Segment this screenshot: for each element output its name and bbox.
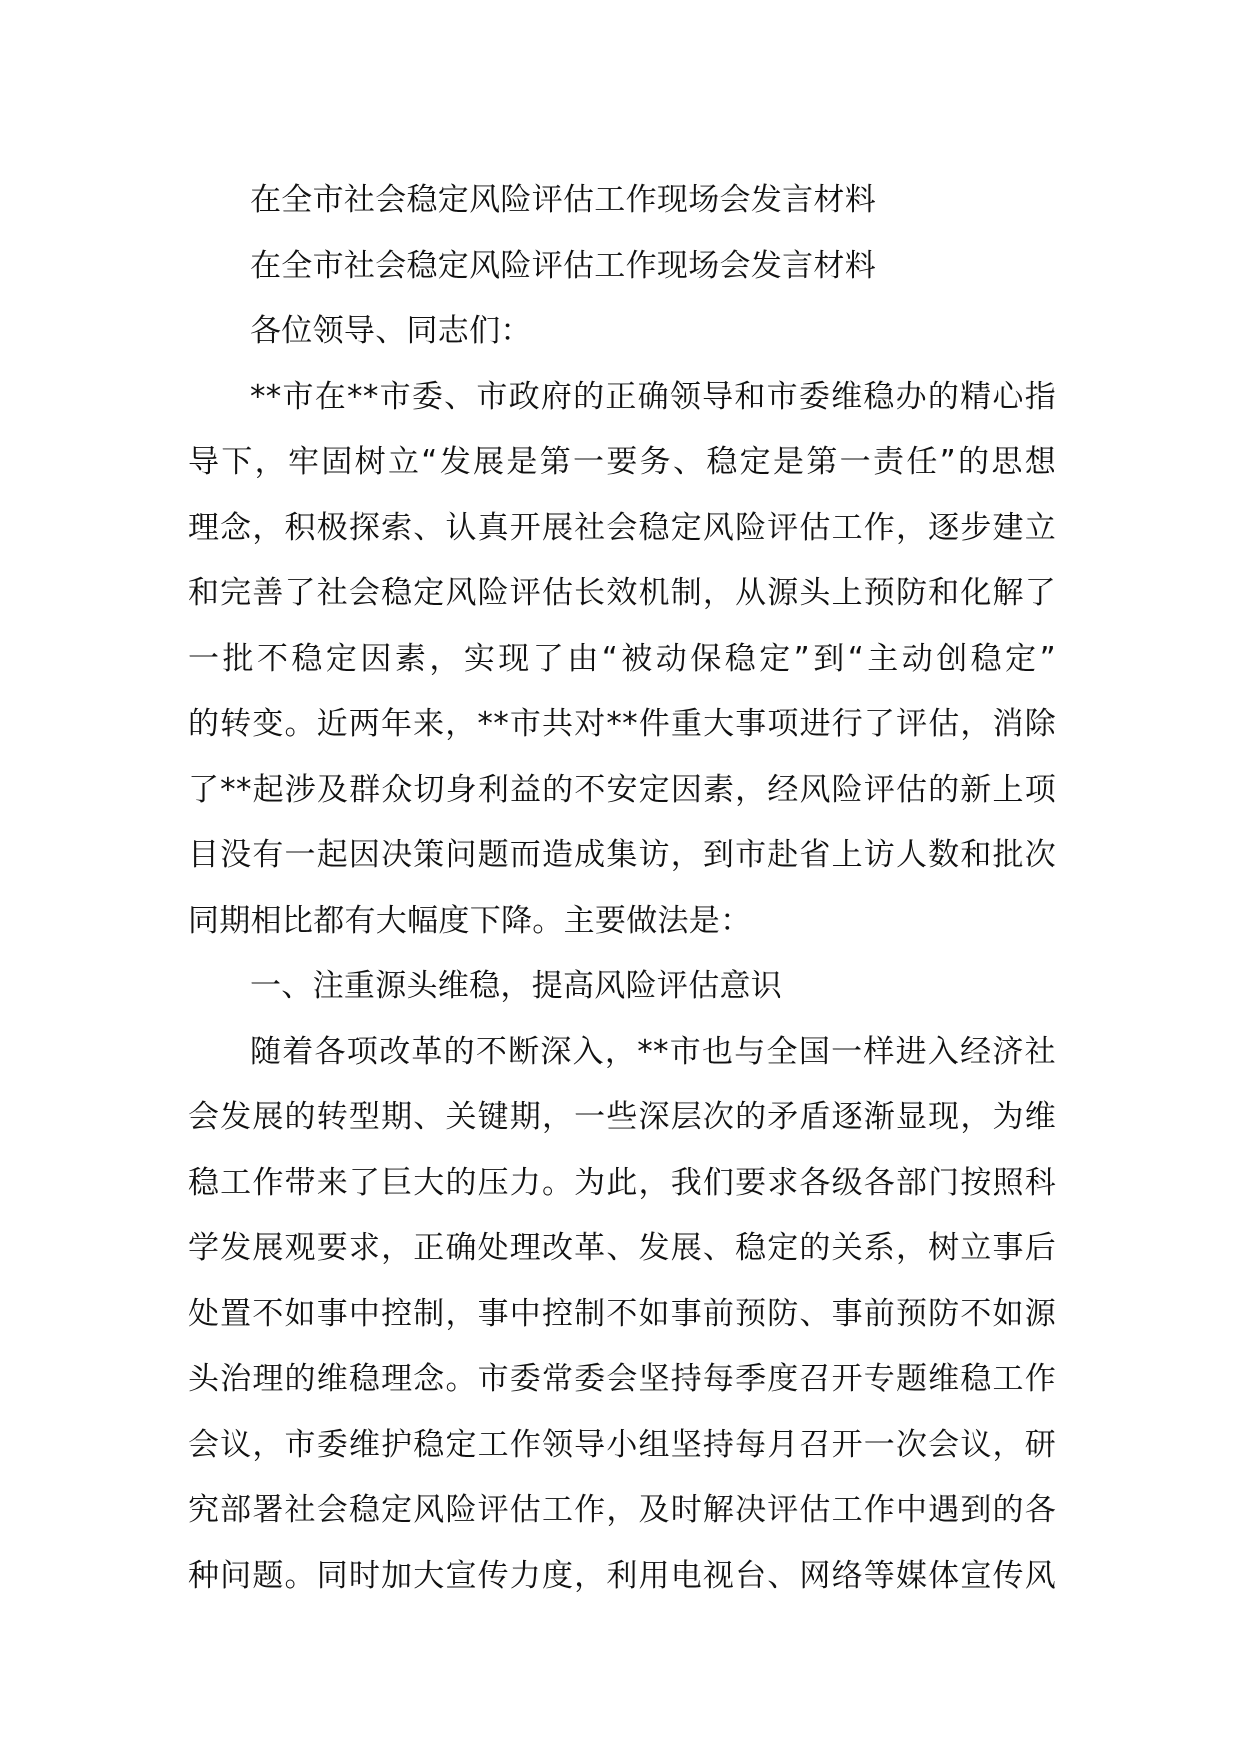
paragraph-line: 和完善了社会稳定风险评估长效机制，从源头上预防和化解了 bbox=[188, 575, 1056, 611]
document-title-line-2: 在全市社会稳定风险评估工作现场会发言材料 bbox=[250, 247, 876, 284]
document-body bbox=[188, 168, 1056, 1609]
paragraph-line: **市在**市委、市政府的正确领导和市委维稳办的精心指 bbox=[250, 378, 1056, 415]
paragraph-line: 一批不稳定因素，实现了由“被动保稳定”到“主动创稳定” bbox=[188, 640, 1056, 677]
paragraph-1 bbox=[188, 365, 1056, 955]
section-heading: 一、注重源头维稳，提高风险评估意识 bbox=[250, 968, 783, 1004]
paragraph-2 bbox=[188, 1020, 1056, 1610]
paragraph-line: 的转变。近两年来，**市共对**件重大事项进行了评估，消除 bbox=[188, 706, 1056, 742]
paragraph-line: 随着各项改革的不断深入，**市也与全国一样进入经济社 bbox=[250, 1033, 1056, 1070]
paragraph-line: 处置不如事中控制，事中控制不如事前预防、事前预防不如源 bbox=[188, 1295, 1056, 1332]
paragraph-line: 头治理的维稳理念。市委常委会坚持每季度召开专题维稳工作 bbox=[188, 1361, 1056, 1397]
paragraph-line: 同期相比都有大幅度下降。主要做法是： bbox=[188, 902, 752, 939]
document-title-line-1: 在全市社会稳定风险评估工作现场会发言材料 bbox=[250, 182, 876, 218]
paragraph-line: 导下，牢固树立“发展是第一要务、稳定是第一责任”的思想 bbox=[188, 444, 1056, 480]
paragraph-line: 会议，市委维护稳定工作领导小组坚持每月召开一次会议，研 bbox=[188, 1426, 1056, 1463]
paragraph-line: 稳工作带来了巨大的压力。为此，我们要求各级各部门按照科 bbox=[188, 1164, 1056, 1201]
paragraph-line: 究部署社会稳定风险评估工作，及时解决评估工作中遇到的各 bbox=[188, 1492, 1056, 1528]
salutation: 各位领导、同志们： bbox=[250, 313, 532, 349]
paragraph-line: 了**起涉及群众切身利益的不安定因素，经风险评估的新上项 bbox=[188, 771, 1056, 808]
paragraph-line: 目没有一起因决策问题而造成集访，到市赴省上访人数和批次 bbox=[188, 837, 1056, 873]
paragraph-line: 理念，积极探索、认真开展社会稳定风险评估工作，逐步建立 bbox=[188, 509, 1056, 546]
paragraph-line: 种问题。同时加大宣传力度，利用电视台、网络等媒体宣传风 bbox=[188, 1557, 1056, 1594]
paragraph-line: 学发展观要求，正确处理改革、发展、稳定的关系，树立事后 bbox=[188, 1230, 1056, 1266]
paragraph-line: 会发展的转型期、关键期，一些深层次的矛盾逐渐显现，为维 bbox=[188, 1099, 1056, 1135]
